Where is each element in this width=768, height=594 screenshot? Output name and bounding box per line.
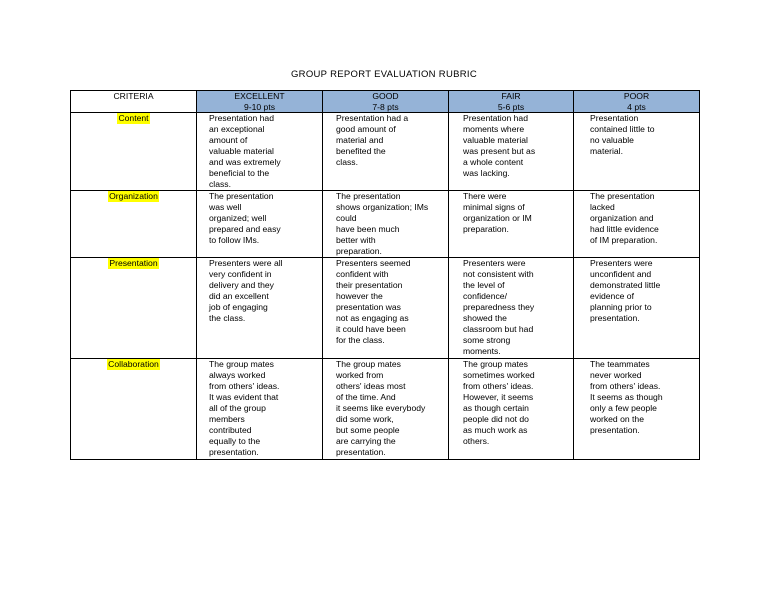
fair-cell: There were minimal signs of organization or IM preparation. — [449, 191, 574, 258]
level-header-good — [323, 91, 449, 113]
good-cell: The group mates worked from others' ideas most of the time. And it seems like everybody did some work, but some people are carrying the presentation. — [323, 359, 449, 460]
criteria-header: CRITERIA — [71, 91, 197, 113]
level-points: 5-6 pts — [497, 101, 525, 112]
good-cell: The presentation shows organization; IMs could have been much better with preparation. — [323, 191, 449, 258]
level-points: 9-10 pts — [243, 101, 276, 112]
excellent-cell: The group mates always worked from others' ideas. It was evident that all of the group members contributed equally to the presentation. — [197, 359, 323, 460]
table-row — [71, 359, 700, 460]
level-name: GOOD — [372, 91, 399, 101]
criterion-cell — [71, 359, 197, 460]
poor-cell: Presentation contained little to no valuable material. — [574, 113, 700, 191]
criterion-label-presentation: Presentation — [109, 258, 158, 268]
table-row — [71, 258, 700, 359]
criterion-label-organization: Organization — [109, 191, 158, 201]
criterion-label-collaboration: Collaboration — [108, 359, 159, 369]
level-name: EXCELLENT — [234, 91, 285, 101]
poor-cell: The presentation lacked organization and had little evidence of IM preparation. — [574, 191, 700, 258]
fair-cell: The group mates sometimes worked from others' ideas. However, it seems as though certain people did not do as much work as others. — [449, 359, 574, 460]
level-points: 4 pts — [627, 101, 646, 112]
level-name: FAIR — [501, 91, 521, 101]
fair-cell: Presentation had moments where valuable material was present but as a whole content was lacking. — [449, 113, 574, 191]
excellent-cell: Presenters were all very confident in delivery and they did an excellent job of engaging the class. — [197, 258, 323, 359]
fair-cell: Presenters were not consistent with the level of confidence/ preparedness they showed the classroom but had some strong moments. — [449, 258, 574, 359]
excellent-cell: The presentation was well organized; well prepared and easy to follow IMs. — [197, 191, 323, 258]
criterion-cell — [71, 191, 197, 258]
page-title: GROUP REPORT EVALUATION RUBRIC — [290, 69, 478, 80]
good-cell: Presenters seemed confident with their presentation however the presentation was not as engaging as it could have been for the class. — [323, 258, 449, 359]
criterion-cell — [71, 113, 197, 191]
header-row — [71, 91, 700, 113]
criterion-label-content: Content — [118, 113, 149, 123]
excellent-cell: Presentation had an exceptional amount of valuable material and was extremely beneficial to the class. — [197, 113, 323, 191]
rubric-table — [70, 90, 700, 460]
level-header-fair — [449, 91, 574, 113]
poor-cell: The teammates never worked from others' ideas. It seems as though only a few people worked on the presentation. — [574, 359, 700, 460]
table-row — [71, 191, 700, 258]
level-points: 7-8 pts — [372, 101, 399, 112]
level-header-excellent — [197, 91, 323, 113]
level-name: POOR — [623, 91, 650, 101]
good-cell: Presentation had a good amount of material and benefited the class. — [323, 113, 449, 191]
level-header-poor — [574, 91, 700, 113]
table-row — [71, 113, 700, 191]
poor-cell: Presenters were unconfident and demonstrated little evidence of planning prior to presentation. — [574, 258, 700, 359]
criterion-cell — [71, 258, 197, 359]
